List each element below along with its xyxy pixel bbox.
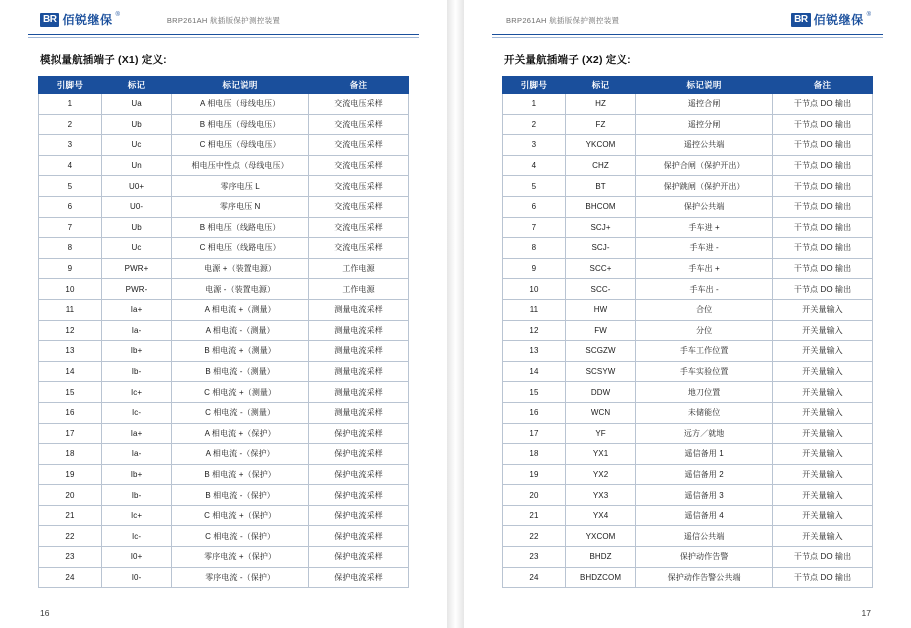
cell-description: C 相电压（线路电压） [172, 238, 309, 259]
section-title-left: 模拟量航插端子 (X1) 定义: [40, 54, 167, 66]
table-header-row [39, 77, 409, 94]
cell-description: 遥信备用 4 [636, 505, 773, 526]
cell-description: 遥控合闸 [636, 94, 773, 115]
table-row [503, 238, 873, 259]
cell-description: B 相电流 -（保护） [172, 485, 309, 506]
cell-remark: 干节点 DO 输出 [773, 196, 873, 217]
cell-pin: 6 [503, 196, 566, 217]
cell-description: 相电压中性点（母线电压） [172, 155, 309, 176]
cell-description: 保护公共端 [636, 196, 773, 217]
cell-description: B 相电压（母线电压） [172, 114, 309, 135]
cell-tag: Ub [101, 114, 171, 135]
table-row [39, 94, 409, 115]
cell-remark: 干节点 DO 输出 [773, 176, 873, 197]
cell-pin: 4 [503, 155, 566, 176]
cell-pin: 6 [39, 196, 102, 217]
cell-remark: 测量电流采样 [309, 382, 409, 403]
cell-tag: I0+ [101, 547, 171, 568]
cell-remark: 交流电压采样 [309, 114, 409, 135]
cell-remark: 干节点 DO 输出 [773, 94, 873, 115]
cell-pin: 13 [39, 341, 102, 362]
cell-description: 遥信公共端 [636, 526, 773, 547]
cell-pin: 16 [39, 402, 102, 423]
cell-tag: SCGZW [565, 341, 635, 362]
cell-tag: FZ [565, 114, 635, 135]
cell-tag: YX3 [565, 485, 635, 506]
cell-pin: 14 [39, 361, 102, 382]
page-gutter [447, 0, 464, 628]
page-header-right [464, 0, 911, 42]
analog-terminal-table-body [39, 94, 409, 588]
cell-pin: 11 [39, 299, 102, 320]
table-row [39, 176, 409, 197]
column-header-description: 标记说明 [172, 77, 309, 94]
cell-description: 手车实验位置 [636, 361, 773, 382]
cell-tag: YX4 [565, 505, 635, 526]
table-row [503, 279, 873, 300]
cell-pin: 23 [39, 547, 102, 568]
cell-remark: 交流电压采样 [309, 155, 409, 176]
cell-tag: HW [565, 299, 635, 320]
cell-description: C 相电流 +（测量） [172, 382, 309, 403]
cell-tag: YF [565, 423, 635, 444]
cell-pin: 9 [503, 258, 566, 279]
cell-tag: HZ [565, 94, 635, 115]
table-row [39, 155, 409, 176]
cell-tag: SCSYW [565, 361, 635, 382]
table-row [503, 526, 873, 547]
table-row [39, 567, 409, 588]
cell-tag: Ic- [101, 526, 171, 547]
page-body-right [464, 42, 911, 594]
cell-description: A 相电流 -（测量） [172, 320, 309, 341]
table-row [39, 279, 409, 300]
cell-remark: 保护电流采样 [309, 464, 409, 485]
cell-pin: 8 [39, 238, 102, 259]
cell-remark: 开关量输入 [773, 485, 873, 506]
header-rule-thin [28, 37, 419, 38]
cell-remark: 开关量输入 [773, 320, 873, 341]
cell-description: 手车工作位置 [636, 341, 773, 362]
cell-tag: YX2 [565, 464, 635, 485]
cell-remark: 干节点 DO 输出 [773, 217, 873, 238]
cell-remark: 交流电压采样 [309, 238, 409, 259]
brand-name: 佰锐继保 [62, 13, 113, 27]
table-row [39, 299, 409, 320]
cell-description: 零序电压 L [172, 176, 309, 197]
cell-tag: Ib- [101, 485, 171, 506]
cell-remark: 开关量输入 [773, 505, 873, 526]
cell-description: 零序电流 -（保护） [172, 567, 309, 588]
table-row [503, 217, 873, 238]
column-header-pin: 引脚号 [503, 77, 566, 94]
table-row [503, 444, 873, 465]
table-row [503, 423, 873, 444]
table-row [503, 361, 873, 382]
cell-description: C 相电流 +（保护） [172, 505, 309, 526]
cell-description: 手车进 + [636, 217, 773, 238]
table-row [503, 402, 873, 423]
cell-tag: Uc [101, 238, 171, 259]
cell-pin: 11 [503, 299, 566, 320]
cell-pin: 10 [39, 279, 102, 300]
cell-tag: I0- [101, 567, 171, 588]
cell-description: A 相电流 +（测量） [172, 299, 309, 320]
cell-tag: Ic+ [101, 382, 171, 403]
cell-remark: 开关量输入 [773, 341, 873, 362]
cell-tag: Ia+ [101, 299, 171, 320]
header-title-right: BRP261AH 航插版保护测控装置 [506, 16, 620, 25]
cell-description: 保护跳闸（保护开出） [636, 176, 773, 197]
cell-remark: 干节点 DO 输出 [773, 135, 873, 156]
cell-remark: 开关量输入 [773, 464, 873, 485]
cell-remark: 工作电源 [309, 279, 409, 300]
page-header-left [0, 0, 447, 42]
cell-pin: 21 [503, 505, 566, 526]
cell-pin: 24 [39, 567, 102, 588]
table-row [39, 114, 409, 135]
cell-tag: WCN [565, 402, 635, 423]
page-footer-right [464, 594, 911, 628]
cell-description: 零序电流 +（保护） [172, 547, 309, 568]
cell-description: 未储能位 [636, 402, 773, 423]
cell-remark: 保护电流采样 [309, 567, 409, 588]
table-row [503, 464, 873, 485]
cell-pin: 1 [503, 94, 566, 115]
table-row [39, 505, 409, 526]
trademark-icon: ® [115, 12, 120, 18]
table-header-row [503, 77, 873, 94]
cell-pin: 7 [39, 217, 102, 238]
brand-mark: BR [791, 13, 810, 27]
section-title-right: 开关量航插端子 (X2) 定义: [504, 54, 631, 66]
table-row [39, 423, 409, 444]
cell-remark: 开关量输入 [773, 361, 873, 382]
cell-pin: 20 [503, 485, 566, 506]
cell-remark: 保护电流采样 [309, 526, 409, 547]
cell-remark: 交流电压采样 [309, 176, 409, 197]
cell-pin: 16 [503, 402, 566, 423]
cell-remark: 开关量输入 [773, 526, 873, 547]
table-row [503, 196, 873, 217]
page-body-left [0, 42, 447, 594]
table-row [503, 155, 873, 176]
cell-pin: 2 [39, 114, 102, 135]
cell-description: 遥控分闸 [636, 114, 773, 135]
cell-remark: 保护电流采样 [309, 505, 409, 526]
cell-pin: 13 [503, 341, 566, 362]
brand-logo [791, 11, 871, 28]
cell-description: 保护动作告警公共端 [636, 567, 773, 588]
cell-pin: 19 [39, 464, 102, 485]
cell-description: C 相电流 -（测量） [172, 402, 309, 423]
cell-tag: BHCOM [565, 196, 635, 217]
cell-pin: 3 [39, 135, 102, 156]
cell-description: 保护动作告警 [636, 547, 773, 568]
cell-remark: 测量电流采样 [309, 341, 409, 362]
cell-remark: 开关量输入 [773, 402, 873, 423]
table-row [39, 464, 409, 485]
cell-pin: 20 [39, 485, 102, 506]
cell-tag: Ua [101, 94, 171, 115]
cell-description: 零序电压 N [172, 196, 309, 217]
cell-description: B 相电流 +（测量） [172, 341, 309, 362]
cell-tag: YXCOM [565, 526, 635, 547]
column-header-remark: 备注 [773, 77, 873, 94]
cell-pin: 24 [503, 567, 566, 588]
cell-description: C 相电压（母线电压） [172, 135, 309, 156]
cell-pin: 3 [503, 135, 566, 156]
table-row [39, 238, 409, 259]
cell-tag: Uc [101, 135, 171, 156]
table-row [39, 402, 409, 423]
cell-remark: 开关量输入 [773, 444, 873, 465]
cell-pin: 14 [503, 361, 566, 382]
cell-pin: 9 [39, 258, 102, 279]
cell-remark: 干节点 DO 输出 [773, 279, 873, 300]
table-row [503, 135, 873, 156]
trademark-icon: ® [866, 12, 871, 18]
table-row [503, 567, 873, 588]
table-row [503, 382, 873, 403]
page-number-right: 17 [861, 608, 871, 618]
cell-pin: 1 [39, 94, 102, 115]
cell-pin: 15 [39, 382, 102, 403]
cell-pin: 5 [503, 176, 566, 197]
cell-tag: SCC- [565, 279, 635, 300]
cell-description: 电源 +（装置电源） [172, 258, 309, 279]
column-header-tag: 标记 [101, 77, 171, 94]
cell-remark: 保护电流采样 [309, 485, 409, 506]
table-row [503, 505, 873, 526]
digital-terminal-table [502, 76, 873, 588]
cell-remark: 开关量输入 [773, 382, 873, 403]
table-row [503, 94, 873, 115]
cell-remark: 测量电流采样 [309, 320, 409, 341]
cell-pin: 5 [39, 176, 102, 197]
table-row [503, 547, 873, 568]
cell-description: 电源 -（装置电源） [172, 279, 309, 300]
table-row [503, 341, 873, 362]
cell-tag: Ia- [101, 320, 171, 341]
cell-remark: 开关量输入 [773, 299, 873, 320]
header-rule-thin [492, 37, 883, 38]
cell-remark: 交流电压采样 [309, 217, 409, 238]
digital-terminal-table-body [503, 94, 873, 588]
cell-description: B 相电流 +（保护） [172, 464, 309, 485]
cell-remark: 交流电压采样 [309, 94, 409, 115]
cell-description: B 相电流 -（测量） [172, 361, 309, 382]
cell-pin: 23 [503, 547, 566, 568]
header-rule [28, 34, 419, 35]
table-row [503, 176, 873, 197]
cell-tag: BHDZCOM [565, 567, 635, 588]
cell-tag: Ub [101, 217, 171, 238]
cell-tag: FW [565, 320, 635, 341]
cell-tag: Ia- [101, 444, 171, 465]
cell-description: A 相电流 +（保护） [172, 423, 309, 444]
cell-tag: PWR- [101, 279, 171, 300]
brand-logo [40, 11, 120, 28]
cell-remark: 干节点 DO 输出 [773, 155, 873, 176]
cell-pin: 15 [503, 382, 566, 403]
table-row [39, 485, 409, 506]
cell-pin: 8 [503, 238, 566, 259]
cell-tag: DDW [565, 382, 635, 403]
table-row [39, 526, 409, 547]
table-row [503, 485, 873, 506]
cell-tag: Ib- [101, 361, 171, 382]
table-row [503, 258, 873, 279]
page-right [464, 0, 911, 628]
cell-tag: SCC+ [565, 258, 635, 279]
cell-pin: 7 [503, 217, 566, 238]
table-row [503, 299, 873, 320]
cell-description: 地刀位置 [636, 382, 773, 403]
cell-pin: 12 [39, 320, 102, 341]
cell-pin: 18 [503, 444, 566, 465]
cell-tag: YKCOM [565, 135, 635, 156]
cell-tag: YX1 [565, 444, 635, 465]
cell-pin: 22 [503, 526, 566, 547]
cell-tag: BHDZ [565, 547, 635, 568]
cell-description: 手车出 + [636, 258, 773, 279]
cell-remark: 交流电压采样 [309, 135, 409, 156]
cell-remark: 干节点 DO 输出 [773, 258, 873, 279]
table-row [39, 217, 409, 238]
cell-pin: 19 [503, 464, 566, 485]
cell-remark: 工作电源 [309, 258, 409, 279]
table-row [39, 135, 409, 156]
cell-description: A 相电流 -（保护） [172, 444, 309, 465]
cell-tag: Un [101, 155, 171, 176]
table-row [39, 547, 409, 568]
table-row [39, 361, 409, 382]
cell-tag: U0+ [101, 176, 171, 197]
cell-tag: Ia+ [101, 423, 171, 444]
cell-tag: PWR+ [101, 258, 171, 279]
cell-remark: 干节点 DO 输出 [773, 238, 873, 259]
cell-description: 遥信备用 2 [636, 464, 773, 485]
cell-tag: Ib+ [101, 341, 171, 362]
table-row [39, 341, 409, 362]
cell-remark: 保护电流采样 [309, 444, 409, 465]
cell-description: 远方／就地 [636, 423, 773, 444]
cell-pin: 2 [503, 114, 566, 135]
cell-tag: SCJ+ [565, 217, 635, 238]
column-header-pin: 引脚号 [39, 77, 102, 94]
cell-pin: 10 [503, 279, 566, 300]
cell-description: 合位 [636, 299, 773, 320]
cell-description: 分位 [636, 320, 773, 341]
header-rule [492, 34, 883, 35]
cell-tag: U0- [101, 196, 171, 217]
column-header-description: 标记说明 [636, 77, 773, 94]
page-left [0, 0, 447, 628]
table-row [39, 258, 409, 279]
cell-description: 遥控公共端 [636, 135, 773, 156]
table-row [39, 196, 409, 217]
cell-remark: 干节点 DO 输出 [773, 114, 873, 135]
cell-pin: 17 [503, 423, 566, 444]
table-row [39, 382, 409, 403]
cell-tag: Ic+ [101, 505, 171, 526]
cell-tag: Ic- [101, 402, 171, 423]
cell-pin: 18 [39, 444, 102, 465]
table-row [503, 320, 873, 341]
cell-remark: 保护电流采样 [309, 547, 409, 568]
cell-description: A 相电压（母线电压） [172, 94, 309, 115]
cell-description: 手车出 - [636, 279, 773, 300]
cell-description: 保护合闸（保护开出） [636, 155, 773, 176]
table-row [39, 320, 409, 341]
cell-remark: 测量电流采样 [309, 299, 409, 320]
cell-pin: 17 [39, 423, 102, 444]
table-row [39, 444, 409, 465]
brand-name: 佰锐继保 [813, 13, 864, 27]
cell-pin: 21 [39, 505, 102, 526]
cell-tag: Ib+ [101, 464, 171, 485]
cell-description: B 相电压（线路电压） [172, 217, 309, 238]
cell-pin: 12 [503, 320, 566, 341]
column-header-remark: 备注 [309, 77, 409, 94]
header-title-left: BRP261AH 航插版保护测控装置 [166, 16, 281, 25]
cell-description: 遥信备用 1 [636, 444, 773, 465]
cell-remark: 交流电压采样 [309, 196, 409, 217]
analog-terminal-table [38, 76, 409, 588]
cell-remark: 测量电流采样 [309, 361, 409, 382]
cell-tag: CHZ [565, 155, 635, 176]
cell-remark: 干节点 DO 输出 [773, 547, 873, 568]
cell-remark: 开关量输入 [773, 423, 873, 444]
page-number-left: 16 [40, 608, 50, 618]
cell-pin: 4 [39, 155, 102, 176]
brand-mark: BR [40, 13, 59, 27]
cell-description: C 相电流 -（保护） [172, 526, 309, 547]
cell-pin: 22 [39, 526, 102, 547]
column-header-tag: 标记 [565, 77, 635, 94]
table-row [503, 114, 873, 135]
cell-description: 手车进 - [636, 238, 773, 259]
cell-remark: 干节点 DO 输出 [773, 567, 873, 588]
cell-remark: 保护电流采样 [309, 423, 409, 444]
page-footer-left [0, 594, 447, 628]
cell-remark: 测量电流采样 [309, 402, 409, 423]
cell-tag: SCJ- [565, 238, 635, 259]
cell-description: 遥信备用 3 [636, 485, 773, 506]
cell-tag: BT [565, 176, 635, 197]
